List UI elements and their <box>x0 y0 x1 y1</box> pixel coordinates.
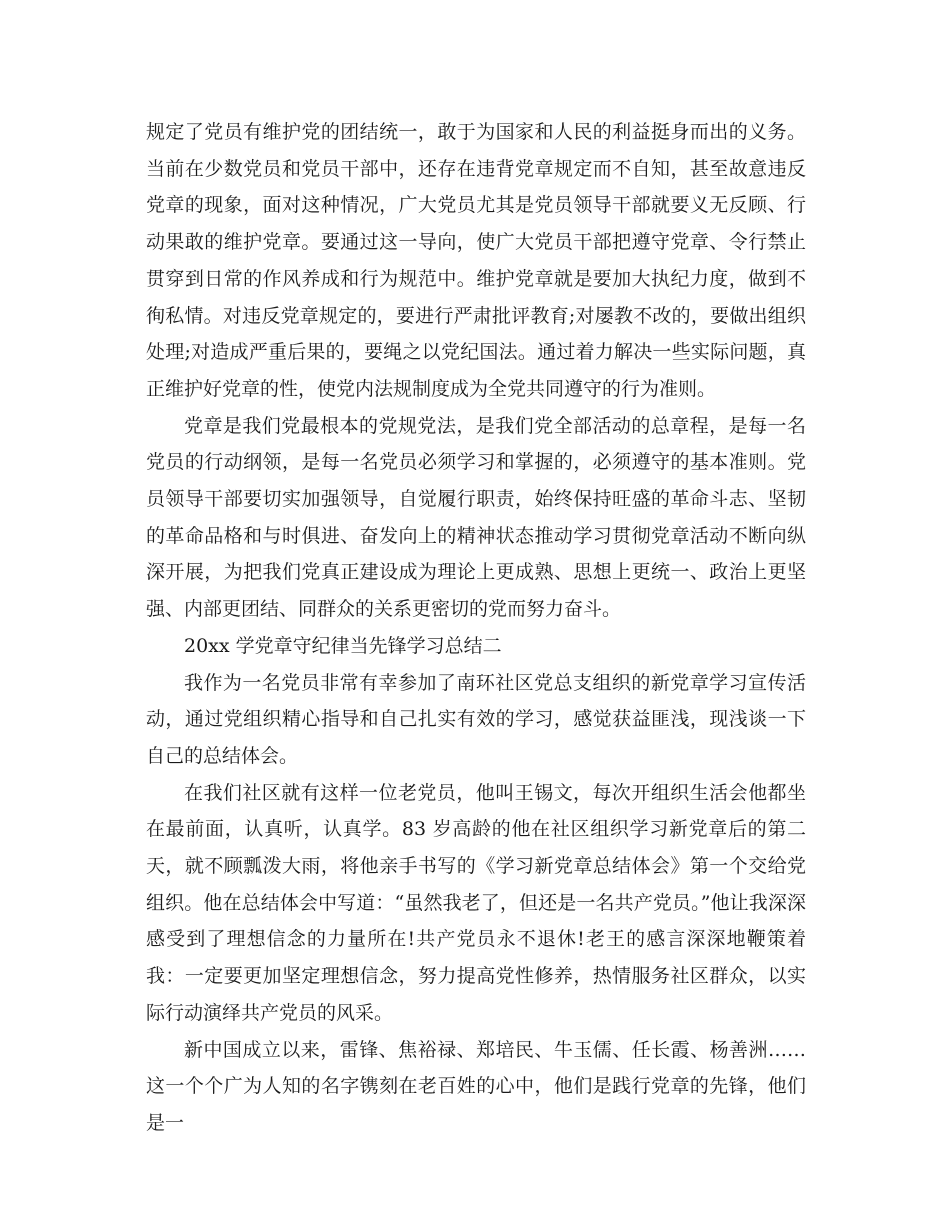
paragraph-continuation: 规定了党员有维护党的团结统一，敢于为国家和人民的利益挺身而出的义务。当前在少数党员和党员干部中，还存在违背党章规定而不自知，甚至故意违反党章的现象，面对这种情况，广大党员尤其是党员领导干部就要义无反顾、行动果敢的维护党章。要通过这一导向，使广大党员干部把遵守党章、令行禁止贯穿到日常的作风养成和行为规范中。维护党章就是要加大执纪力度，做到不徇私情。对违反党章规定的，要进行严肃批评教育;对屡教不改的，要做出组织处理;对造成严重后果的，要绳之以党纪国法。通过着力解决一些实际问题，真正维护好党章的性，使党内法规制度成为全党共同遵守的行为准则。 <box>146 121 806 400</box>
paragraph-old-member: 在我们社区就有这样一位老党员，他叫王锡文，每次开组织生活会他都坐在最前面，认真听，认真学。83 岁高龄的他在社区组织学习新党章后的第二天，就不顾瓢泼大雨，将他亲手书写的《学习新党章总结体会》第一个交给党组织。他在总结体会中写道：“虽然我老了，但还是一名共产党员。”他让我深深感受到了理想信念的力量所在!共产党员永不退休!老王的感言深深地鞭策着我：一定要更加坚定理想信念，努力提高党性修养，热情服务社区群众，以实际行动演绎共产党员的风采。 <box>146 781 806 1024</box>
document-body <box>146 114 806 1142</box>
paragraph-role-models: 新中国成立以来，雷锋、焦裕禄、郑培民、牛玉儒、任长霞、杨善洲……这一个个广为人知的名字镌刻在老百姓的心中，他们是践行党章的先锋，他们是一 <box>146 1038 806 1134</box>
paragraph-intro: 我作为一名党员非常有幸参加了南环社区党总支组织的新党章学习宣传活动，通过党组织精心指导和自己扎实有效的学习，感觉获益匪浅，现浅谈一下自己的总结体会。 <box>146 671 806 767</box>
paragraph-party-constitution: 党章是我们党最根本的党规党法，是我们党全部活动的总章程，是每一名党员的行动纲领，是每一名党员必须学习和掌握的，必须遵守的基本准则。党员领导干部要切实加强领导，自觉履行职责，始终保持旺盛的革命斗志、坚韧的革命品格和与时俱进、奋发向上的精神状态推动学习贯彻党章活动不断向纵深开展，为把我们党真正建设成为理论上更成熟、思想上更统一、政治上更坚强、内部更团结、同群众的关系更密切的党而努力奋斗。 <box>146 414 806 621</box>
section-heading: 20xx 学党章守纪律当先锋学习总结二 <box>184 634 502 657</box>
